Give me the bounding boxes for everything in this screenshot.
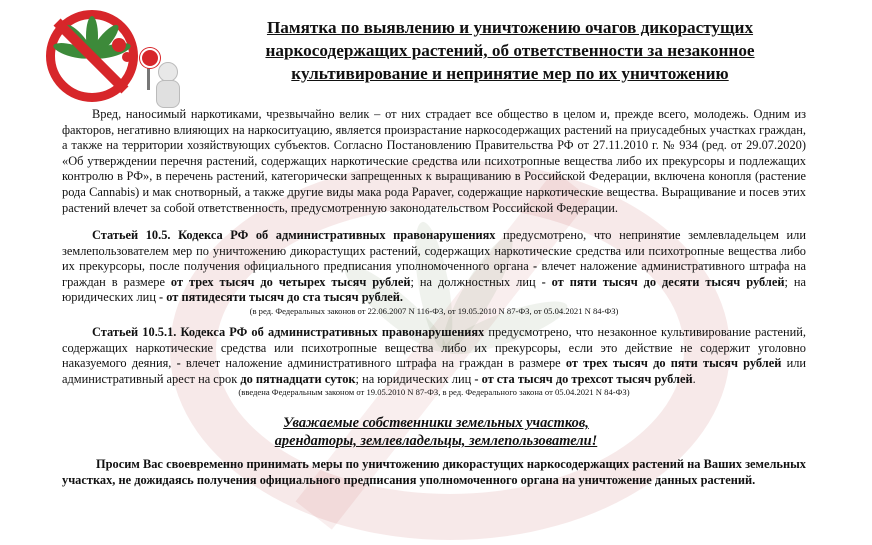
article-10-5-1-text: . <box>692 371 696 386</box>
article-10-5-1-text: предусмотрено, что незаконное культивирование растений, содержащих наркотические средства или психотропные вещества либо их прекурсоры, если это действие не содержит уголовно наказуемого деяния, <box>62 325 806 371</box>
article-10-5-1-text: ; на юридических лиц <box>355 371 475 386</box>
appeal-line-1: Уважаемые собственники земельных участков, <box>283 415 589 431</box>
arrest-term: до пятнадцати суток <box>240 371 356 386</box>
article-10-5-paragraph <box>62 228 806 317</box>
dash: - <box>176 356 181 371</box>
fine-legal-entities: - от пятидесяти тысяч до ста тысяч рублей. <box>159 290 404 305</box>
figure-body-icon <box>156 80 180 108</box>
article-10-5-note: (в ред. Федеральных законов от 22.06.2007 N 116-ФЗ, от 19.05.2010 N 87-ФЗ, от 05.04.2021 N 84-ФЗ) <box>249 305 619 316</box>
article-10-5-1-heading: Статьей 10.5.1. Кодекса РФ об административных правонарушениях <box>92 325 485 339</box>
article-10-5-1-note: (введена Федеральным законом от 19.05.2010 N 87-ФЗ, в ред. Федерального закона от 05.04.2021 N 84-ФЗ) <box>238 387 630 398</box>
article-10-5-text: предусмотрено, что непринятие землевладельцем или землепользователем мер по уничтожению дикорастущих растений, содержащих наркотические средства или психотропные вещества либо их прекурсоры, после получения официального предписания уполномоченного органа <box>62 228 806 274</box>
poppy-flower-icon <box>112 38 126 52</box>
fine-citizens: от трех тысяч до четырех тысяч рублей <box>170 274 411 289</box>
poppy-flower-icon <box>122 52 132 62</box>
stop-sign-icon <box>140 48 160 68</box>
fine-citizens: от трех тысяч до пяти тысяч рублей <box>565 356 782 371</box>
dash: - <box>533 259 538 274</box>
article-10-5-text: ; на юридических лиц <box>62 274 806 305</box>
fine-legal-entities: - от ста тысяч до трехсот тысяч рублей <box>474 371 693 386</box>
page-title: Памятка по выявлению и уничтожению очагов дикорастущих наркосодержащих растений, об ответственности за незаконное культивирование и непринятие мер по их уничтожению <box>265 18 755 83</box>
no-drugs-emblem <box>40 8 190 108</box>
article-10-5-1-text: или административный арест на срок <box>62 356 807 386</box>
fine-officials: - от пяти тысяч до десяти тысяч рублей <box>541 274 785 289</box>
figure-head-icon <box>158 62 178 82</box>
article-10-5-heading: Статьей 10.5. Кодекса РФ об административных правонарушениях <box>92 228 496 242</box>
appeal-line-2: арендаторы, землевладельцы, землепользователи! <box>274 433 598 449</box>
article-10-5-text: ; на должностных лиц <box>410 274 542 289</box>
article-10-5-text: влечет наложение административного штрафа на граждан в размере <box>62 259 806 289</box>
intro-paragraph: Вред, наносимый наркотиками, чрезвычайно велик – от них страдает все общество в целом и, прежде всего, молодежь. Одним из факторов, негативно влияющих на наркоситуацию, является произрастание наркосодержащих растений на приусадебных участках граждан, а также на территории хозяйствующих субъектов. Согласно Постановлению Правительства РФ от 27.11.2010 г. № 934 (ред. от 29.07.2020) «Об утверждении перечня растений, содержащих наркотические средства или психотропные вещества либо их прекурсоры и подлежащих контролю в РФ», в перечень растений, категорически запрещенных к выращиванию в Российской Федерации, включена конопля (растение рода Cannabis) и мак снотворный, а также другие виды мака рода Papaver, содержащие наркотические вещества. Выращивание и посев этих растений влечет за собой ответственность, предусмотренную законодательством Российской Федерации. <box>62 107 806 215</box>
final-request-paragraph: Просим Вас своевременно принимать меры по уничтожению дикорастущих наркосодержащих растений на Ваших земельных участках, не дожидаясь получения официального предписания уполномоченного органа на уничтожение данных растений. <box>62 457 806 487</box>
appeal-heading <box>200 414 672 450</box>
article-10-5-1-paragraph <box>62 325 806 398</box>
article-10-5-1-text: влечет наложение административного штрафа на граждан в размере <box>180 356 566 371</box>
